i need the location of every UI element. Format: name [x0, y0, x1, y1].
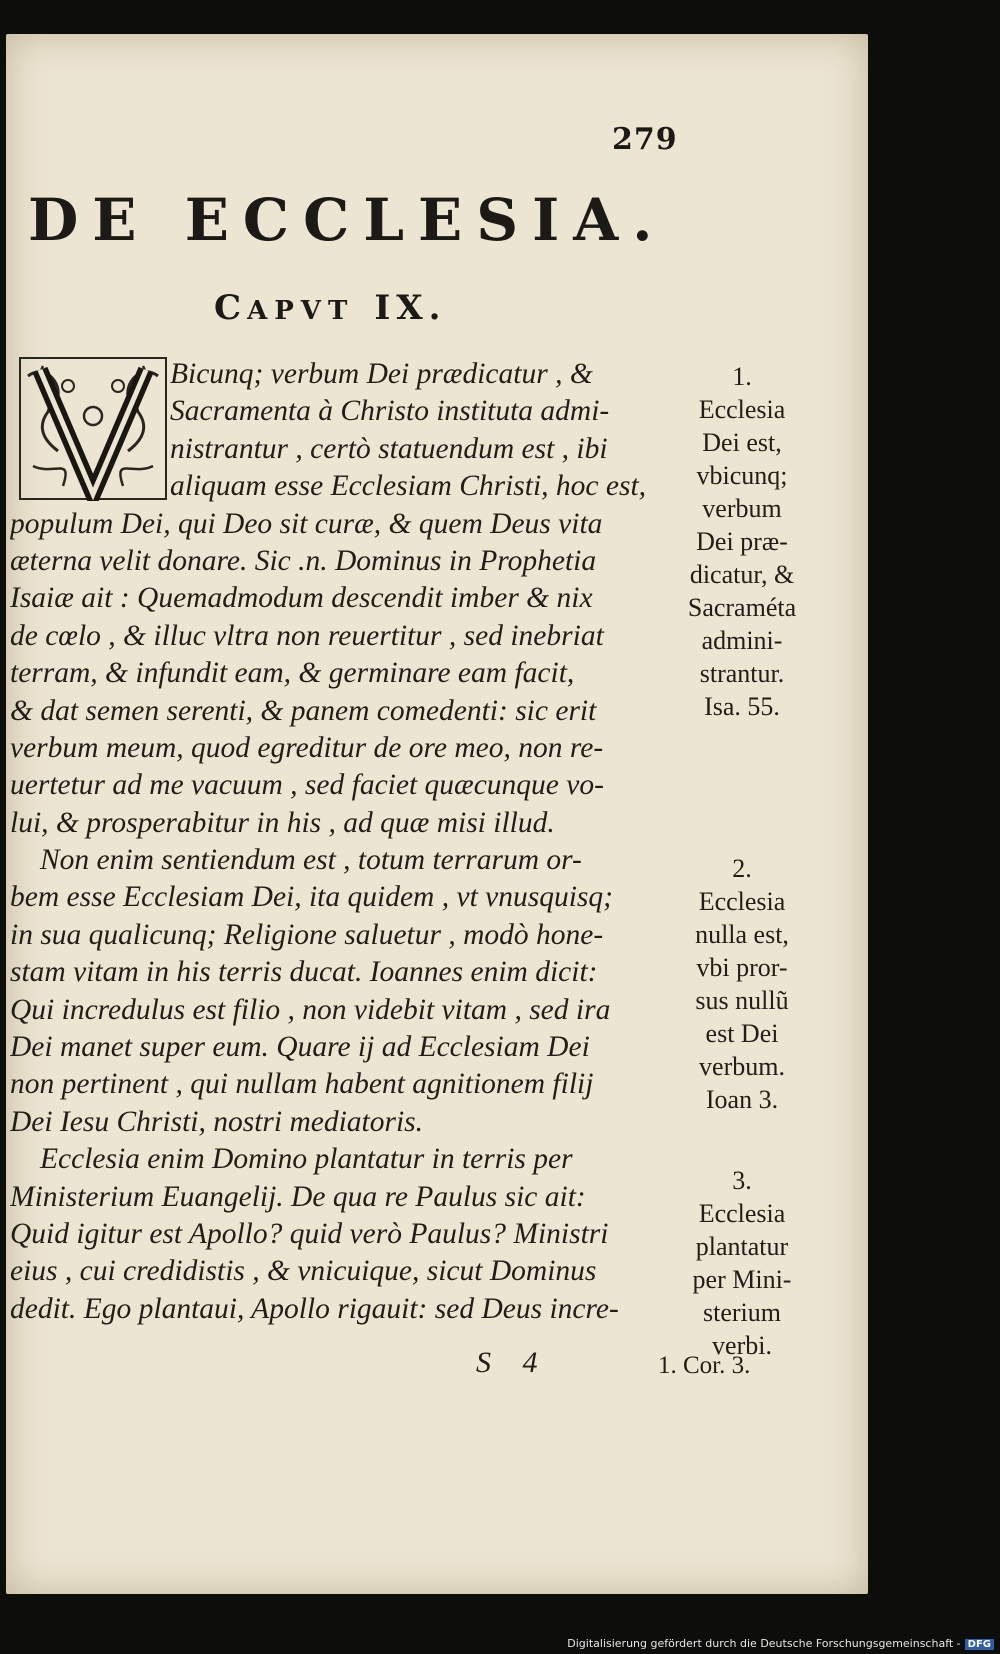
margin-line: Dei præ- — [696, 527, 788, 556]
text-line: verbum meum, quod egreditur de ore meo, non re- — [10, 731, 604, 764]
text-line: nistrantur , certò statuendum est , ibi — [170, 432, 608, 465]
margin-line: 2. — [732, 854, 752, 883]
text-line: populum Dei, qui Deo sit curæ, & quem Deus vita — [10, 507, 603, 540]
margin-line: per Mini- — [692, 1265, 792, 1294]
margin-line: admini- — [701, 626, 783, 655]
margin-line: Ecclesia — [698, 395, 786, 424]
main-text — [10, 356, 666, 1328]
margin-line: Isa. 55. — [704, 692, 780, 721]
margin-line: plantatur — [695, 1232, 789, 1261]
text-line: æterna velit donare. Sic .n. Dominus in Prophetia — [10, 544, 597, 577]
text-line: Ministerium Euangelij. De qua re Paulus sic ait: — [10, 1180, 586, 1213]
text-line: Non enim sentiendum est , totum terrarum or- — [40, 844, 582, 877]
book-page — [6, 34, 868, 1594]
text-line: terram, & infundit eam, & germinare eam facit, — [10, 657, 575, 690]
margin-line: Ioan 3. — [705, 1085, 779, 1114]
margin-line: vbicunq; — [696, 461, 788, 490]
digitization-credit — [567, 1637, 994, 1650]
text-line: eius , cui credidistis , & vnicuique, sicut Dominus — [10, 1255, 597, 1288]
text-line: bem esse Ecclesiam Dei, ita quidem , vt vnusquisq; — [10, 881, 613, 914]
margin-line: dicatur, & — [689, 560, 795, 589]
credit-text: Digitalisierung gefördert durch die Deutsche Forschungsgemeinschaft - — [567, 1637, 961, 1650]
text-line: in sua qualicunq; Religione saluetur , modò hone- — [10, 918, 604, 951]
signature-mark: S 4 — [476, 1346, 538, 1379]
text-line: Dei Iesu Christi, nostri mediatoris. — [10, 1105, 424, 1138]
dfg-logo-icon: DFG — [965, 1639, 994, 1650]
margin-line: 1. — [732, 362, 752, 391]
margin-line: 3. — [732, 1166, 752, 1195]
page-number: 279 — [612, 122, 678, 157]
margin-line: strantur. — [699, 659, 785, 688]
text-line: Qui incredulus est filio , non videbit vitam , sed ira — [10, 993, 611, 1026]
text-line: Ecclesia enim Domino plantatur in terris per — [40, 1143, 573, 1176]
chapter-initial: C — [214, 288, 248, 328]
page-title: DE ECCLESIA. — [28, 186, 667, 254]
margin-note-2 — [672, 852, 812, 1116]
margin-line: verbi. — [712, 1331, 772, 1360]
paragraph-3 — [10, 1141, 666, 1328]
text-line: & dat semen serenti, & panem comedenti: sic erit — [10, 694, 597, 727]
margin-line: sterium — [703, 1298, 781, 1327]
margin-line: Sacraméta — [687, 593, 797, 622]
text-line: de cœlo , & illuc vltra non reuertitur , sed inebriat — [10, 619, 604, 652]
text-line: Sacramenta à Christo instituta admi- — [170, 395, 610, 428]
margin-line: verbum. — [699, 1052, 785, 1081]
text-line: aliquam esse Ecclesiam Christi, hoc est, — [170, 470, 647, 503]
text-line: Quid igitur est Apollo? quid verò Paulus? Ministri — [10, 1217, 609, 1250]
chapter-word: APVT — [247, 296, 355, 326]
margin-line: est Dei — [705, 1019, 779, 1048]
chapter-heading — [214, 288, 446, 328]
margin-reference: 1. Cor. 3. — [658, 1352, 751, 1379]
margin-line: sus nullũ — [695, 986, 789, 1015]
margin-note-1 — [672, 360, 812, 723]
paragraph-2 — [10, 842, 666, 1141]
text-line: lui, & prosperabitur in his , ad quæ misi illud. — [10, 806, 555, 839]
text-line: Dei manet super eum. Quare ij ad Ecclesiam Dei — [10, 1031, 590, 1064]
margin-line: Dei est, — [702, 428, 782, 457]
text-line: Bicunq; verbum Dei prædicatur , & — [170, 358, 593, 390]
margin-note-3 — [672, 1164, 812, 1362]
text-line: Isaiæ ait : Quemadmodum descendit imber & nix — [10, 582, 593, 615]
margin-line: nulla est, — [695, 920, 789, 949]
margin-line: vbi pror- — [696, 953, 788, 982]
margin-line: verbum — [702, 494, 782, 523]
text-line: dedit. Ego plantaui, Apollo rigauit: sed Deus incre- — [10, 1292, 619, 1325]
chapter-numeral: IX. — [374, 288, 447, 328]
text-line: stam vitam in his terris ducat. Ioannes enim dicit: — [10, 956, 598, 989]
text-line: non pertinent , qui nullam habent agnitionem filij — [10, 1068, 594, 1101]
margin-line: Ecclesia — [698, 887, 786, 916]
margin-line: Ecclesia — [698, 1199, 786, 1228]
text-line: uertetur ad me vacuum , sed faciet quæcunque vo- — [10, 769, 604, 802]
ornamental-initial-v-icon — [18, 356, 168, 501]
